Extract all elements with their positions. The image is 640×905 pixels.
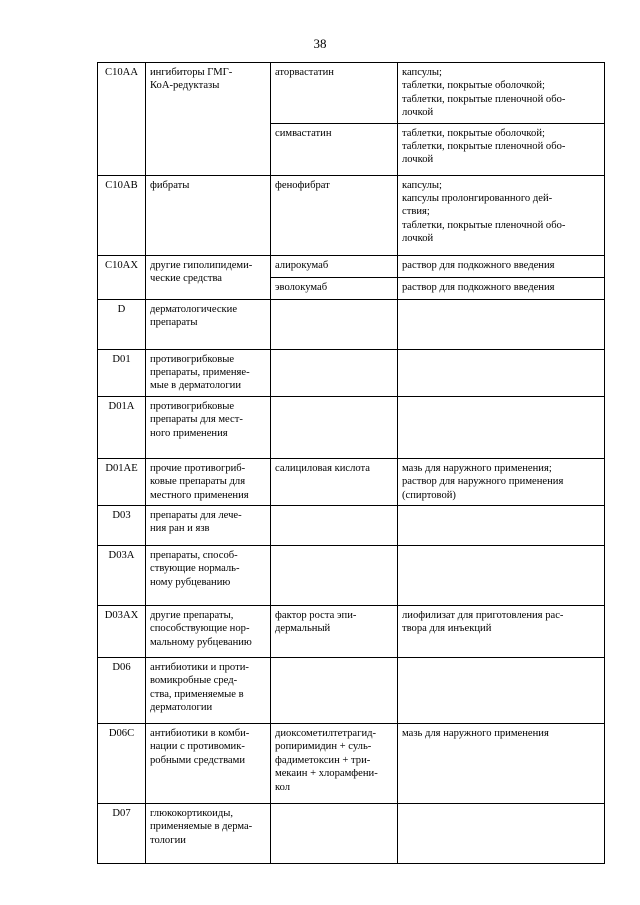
text-line: твора для инъекций [402, 623, 492, 635]
drug-classification-table [97, 62, 605, 864]
dosage-form-cell [398, 546, 605, 606]
text-line: лиофилизат для приготовления рас- [402, 610, 564, 622]
table-row [98, 299, 605, 349]
text-line: ковые препараты для [150, 476, 246, 488]
drug-name-cell [271, 396, 398, 458]
text-line: нации с противомик- [150, 741, 245, 753]
text-line: таблетки, покрытые пленочной обо- [402, 141, 566, 153]
dosage-form-cell [398, 255, 605, 277]
text-line: лочкой [402, 107, 434, 119]
group-name-cell [146, 506, 271, 546]
text-line: симвастатин [275, 127, 332, 139]
atc-code-cell: D01AE [98, 458, 146, 505]
text-line: местного применения [150, 489, 249, 501]
text-line: диоксометилтетрагид- [275, 728, 377, 740]
table-row [98, 724, 605, 804]
dosage-form-cell [398, 299, 605, 349]
drug-name-cell [271, 658, 398, 724]
page-number: 38 [313, 36, 327, 51]
atc-code-cell: C10AX [98, 255, 146, 299]
table-row [98, 458, 605, 505]
table-row [98, 396, 605, 458]
atc-code-cell: C10AA [98, 63, 146, 176]
text-line: таблетки, покрытые пленочной обо- [402, 93, 566, 105]
dosage-form-cell [398, 396, 605, 458]
text-line: ства, применяемые в [150, 688, 244, 700]
group-name-cell [146, 724, 271, 804]
text-line: другие гиполипидеми- [150, 259, 253, 271]
group-name-cell [146, 546, 271, 606]
table-body [98, 63, 605, 864]
atc-code-cell: D01A [98, 396, 146, 458]
group-name-cell [146, 658, 271, 724]
text-line: мые в дерматологии [150, 380, 242, 392]
group-name-cell [146, 606, 271, 658]
dosage-form-cell [398, 458, 605, 505]
atc-code-cell: D03 [98, 506, 146, 546]
text-line: ингибиторы ГМГ- [150, 67, 233, 78]
text-line: противогрибковые [150, 400, 235, 412]
drug-name-cell [271, 277, 398, 299]
dosage-form-cell [398, 123, 605, 175]
atc-code-cell: D07 [98, 804, 146, 864]
text-line: препараты [150, 317, 198, 329]
dosage-form-cell [398, 658, 605, 724]
text-line: таблетки, покрытые оболочкой; [402, 80, 545, 92]
text-line: раствор для подкожного введения [402, 281, 555, 293]
drug-name-cell [271, 804, 398, 864]
text-line: тологии [150, 834, 186, 846]
text-line: препараты для лече- [150, 510, 242, 522]
text-line: фибраты [150, 179, 190, 191]
drug-name-cell [271, 606, 398, 658]
text-line: препараты, применяе- [150, 367, 250, 379]
text-line: лочкой [402, 233, 434, 245]
text-line: фенофибрат [275, 179, 330, 191]
drug-name-cell [271, 546, 398, 606]
text-line: дерматологии [150, 702, 213, 714]
text-line: робными средствами [150, 754, 246, 766]
text-line: ропиримидин + суль- [275, 741, 372, 753]
text-line: антибиотики и проти- [150, 662, 249, 674]
dosage-form-cell [398, 277, 605, 299]
atc-code-cell: D [98, 299, 146, 349]
drug-name-cell [271, 724, 398, 804]
text-line: способствующие нор- [150, 623, 250, 635]
table-row [98, 658, 605, 724]
text-line: мальному рубцеванию [150, 636, 252, 648]
drug-name-cell [271, 123, 398, 175]
text-line: ного применения [150, 427, 228, 439]
group-name-cell [146, 458, 271, 505]
text-line: противогрибковые [150, 353, 235, 365]
dosage-form-cell [398, 724, 605, 804]
group-name-cell [146, 175, 271, 255]
text-line: (спиртовой) [402, 489, 456, 501]
group-name-cell [146, 396, 271, 458]
table-row [98, 255, 605, 277]
text-line: другие препараты, [150, 610, 234, 622]
text-line: дермальный [275, 623, 331, 635]
table-row [98, 349, 605, 396]
dosage-form-cell [398, 63, 605, 124]
text-line: антибиотики в комби- [150, 728, 250, 740]
table-row [98, 506, 605, 546]
dosage-form-cell [398, 349, 605, 396]
text-line: ния ран и язв [150, 523, 210, 535]
group-name-cell [146, 804, 271, 864]
text-line: фадиметоксин + три- [275, 754, 371, 766]
drug-name-cell [271, 506, 398, 546]
drug-name-cell [271, 255, 398, 277]
atc-code-cell: C10AB [98, 175, 146, 255]
group-name-cell [146, 255, 271, 299]
text-line: КоА-редуктазы [150, 80, 220, 92]
group-name-cell [146, 299, 271, 349]
text-line: капсулы пролонгированного дей- [402, 193, 553, 205]
text-line: салициловая кислота [275, 462, 371, 474]
group-name-cell [146, 349, 271, 396]
text-line: кол [275, 781, 291, 793]
text-line: прочие противогриб- [150, 462, 246, 474]
dosage-form-cell [398, 804, 605, 864]
table-row [98, 804, 605, 864]
text-line: аторвастатин [275, 67, 334, 78]
text-line: таблетки, покрытые пленочной обо- [402, 219, 566, 231]
text-line: таблетки, покрытые оболочкой; [402, 127, 545, 139]
text-line: дерматологические [150, 303, 238, 315]
dosage-form-cell [398, 606, 605, 658]
drug-name-cell [271, 458, 398, 505]
table-row [98, 175, 605, 255]
text-line: вомикробные сред- [150, 675, 238, 687]
text-line: лочкой [402, 154, 434, 166]
text-line: капсулы; [402, 179, 442, 191]
text-line: эволокумаб [275, 281, 328, 293]
table-row [98, 63, 605, 124]
text-line: применяемые в дерма- [150, 821, 253, 833]
group-name-cell [146, 63, 271, 176]
table-row [98, 606, 605, 658]
text-line: раствор для подкожного введения [402, 259, 555, 271]
text-line: ному рубцеванию [150, 576, 231, 588]
dosage-form-cell [398, 175, 605, 255]
text-line: препараты, способ- [150, 550, 238, 562]
atc-code-cell: D06C [98, 724, 146, 804]
drug-name-cell [271, 299, 398, 349]
dosage-form-cell [398, 506, 605, 546]
drug-name-cell [271, 175, 398, 255]
text-line: глюкокортикоиды, [150, 808, 234, 820]
text-line: препараты для мест- [150, 414, 243, 426]
text-line: алирокумаб [275, 259, 329, 271]
drug-name-cell [271, 63, 398, 124]
atc-code-cell: D03AX [98, 606, 146, 658]
atc-code-cell: D01 [98, 349, 146, 396]
text-line: ствия; [402, 206, 430, 218]
drug-name-cell [271, 349, 398, 396]
table-row [98, 546, 605, 606]
text-line: капсулы; [402, 67, 442, 78]
text-line: раствор для наружного применения [402, 476, 564, 488]
atc-code-cell: D03A [98, 546, 146, 606]
text-line: ческие средства [150, 273, 223, 285]
text-line: мекаин + хлорамфени- [275, 768, 378, 780]
text-line: фактор роста эпи- [275, 610, 357, 622]
text-line: мазь для наружного применения; [402, 462, 552, 474]
atc-code-cell: D06 [98, 658, 146, 724]
text-line: мазь для наружного применения [402, 728, 549, 740]
text-line: ствующие нормаль- [150, 563, 240, 575]
